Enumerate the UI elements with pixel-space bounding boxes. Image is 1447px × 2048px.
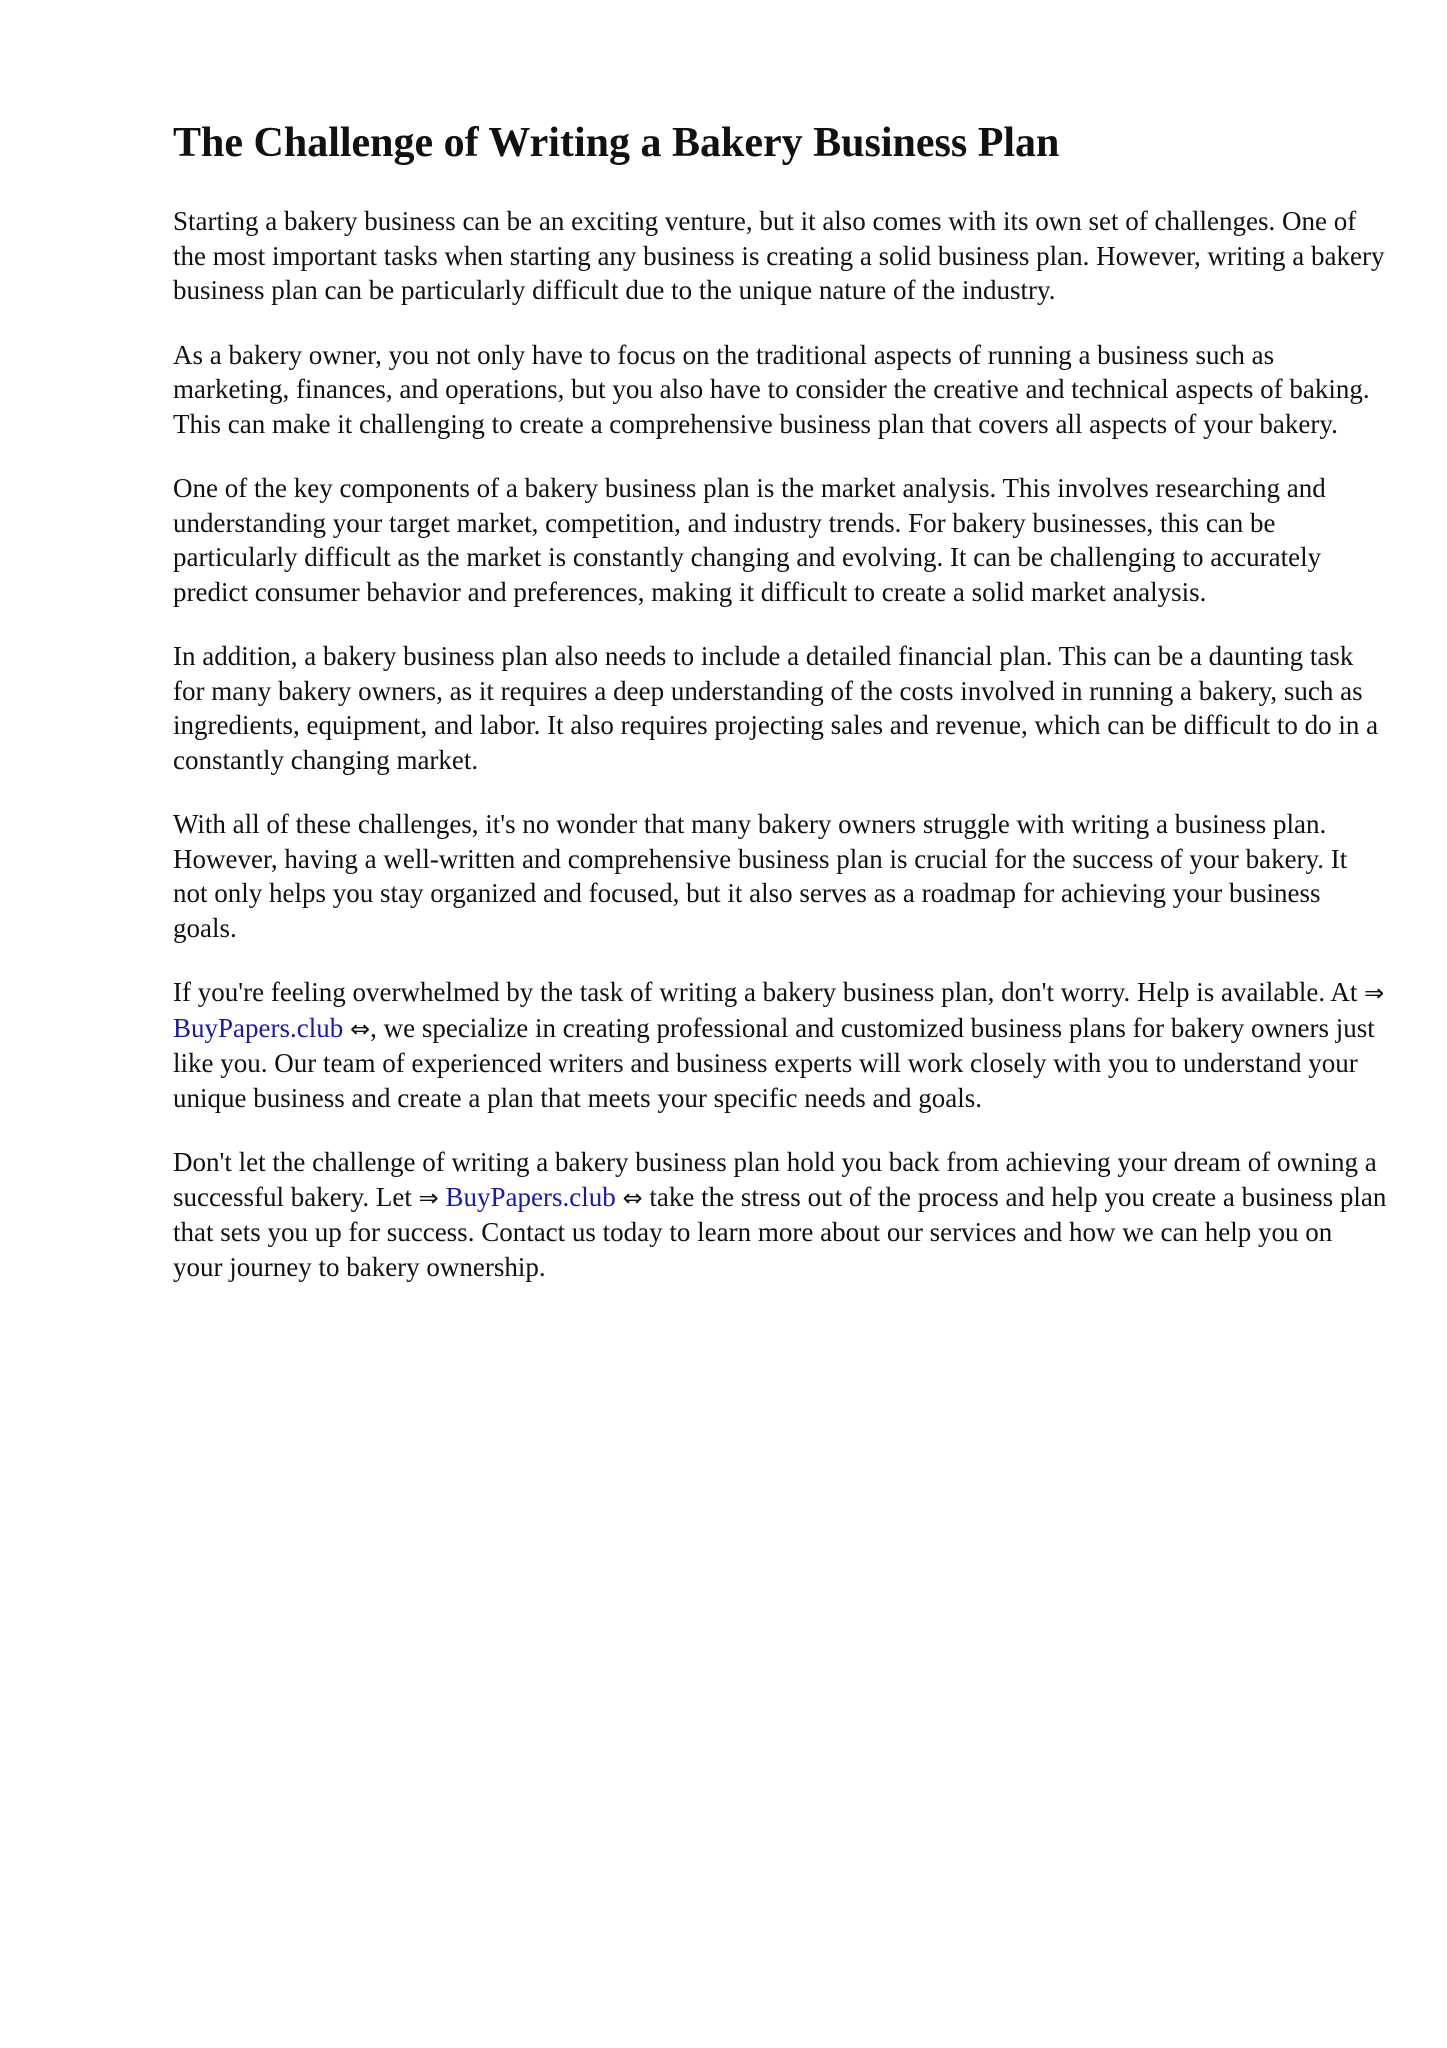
buypapers-link[interactable]: BuyPapers.club bbox=[173, 1012, 344, 1043]
double-arrow-icon: ⇔ bbox=[349, 1014, 371, 1043]
right-arrow-icon: ⇒ bbox=[418, 1183, 439, 1212]
document-page bbox=[173, 118, 1388, 1314]
paragraph-intro: Starting a bakery business can be an exciting venture, but it also comes with its own set of challenges. One of the most important tasks when starting any business is creating a solid business plan. However, writing a bakery business plan can be particularly difficult due to the unique nature of the industry. bbox=[173, 206, 1385, 306]
paragraph-help-available bbox=[173, 975, 1388, 1115]
double-arrow-icon: ⇔ bbox=[622, 1183, 643, 1212]
cta-text-after: take the stress out of the process and help you create a business plan that sets you up for success. Contact us today to learn more about our services and how we can help you on your journey to bakery ownership. bbox=[173, 1181, 1387, 1282]
paragraph-call-to-action bbox=[173, 1145, 1388, 1284]
paragraph-owner-aspects: As a bakery owner, you not only have to focus on the traditional aspects of running a business such as marketing, finances, and operations, but you also have to consider the creative and technical aspects of baking. This can make it challenging to create a comprehensive business plan that covers all aspects of your bakery. bbox=[173, 339, 1370, 439]
paragraph-financial-plan: In addition, a bakery business plan also needs to include a detailed financial plan. This can be a daunting task for many bakery owners, as it requires a deep understanding of the costs involved in running a bakery, such as ingredients, equipment, and labor. It also requires projecting sales and revenue, which can be difficult to do in a constantly changing market. bbox=[173, 641, 1379, 775]
help-text-before: If you're feeling overwhelmed by the task of writing a bakery business plan, don't worry. Help is available. At bbox=[173, 977, 1365, 1008]
paragraph-challenges: With all of these challenges, it's no wonder that many bakery owners struggle with writing a business plan. However, having a well-written and comprehensive business plan is crucial for the success of your bakery. It not only helps you stay organized and focused, but it also serves as a roadmap for achieving your business goals. bbox=[173, 809, 1348, 943]
help-text-after: , we specialize in creating professional and customized business plans for bakery owners just like you. Our team of experienced writers and business experts will work closely with you to understand your unique business and create a plan that meets your specific needs and goals. bbox=[173, 1012, 1375, 1113]
right-arrow-icon: ⇒ bbox=[1364, 979, 1385, 1008]
buypapers-link[interactable]: BuyPapers.club bbox=[445, 1181, 616, 1212]
cta-text-before: Don't let the challenge of writing a bakery business plan hold you back from achieving your dream of owning a successful bakery. Let bbox=[173, 1147, 1377, 1212]
document-title: The Challenge of Writing a Bakery Business Plan bbox=[173, 120, 1060, 166]
paragraph-market-analysis: One of the key components of a bakery business plan is the market analysis. This involves researching and understanding your target market, competition, and industry trends. For bakery businesses, this can be particularly difficult as the market is constantly changing and evolving. It can be challenging to accurately predict consumer behavior and preferences, making it difficult to create a solid market analysis. bbox=[173, 473, 1326, 607]
